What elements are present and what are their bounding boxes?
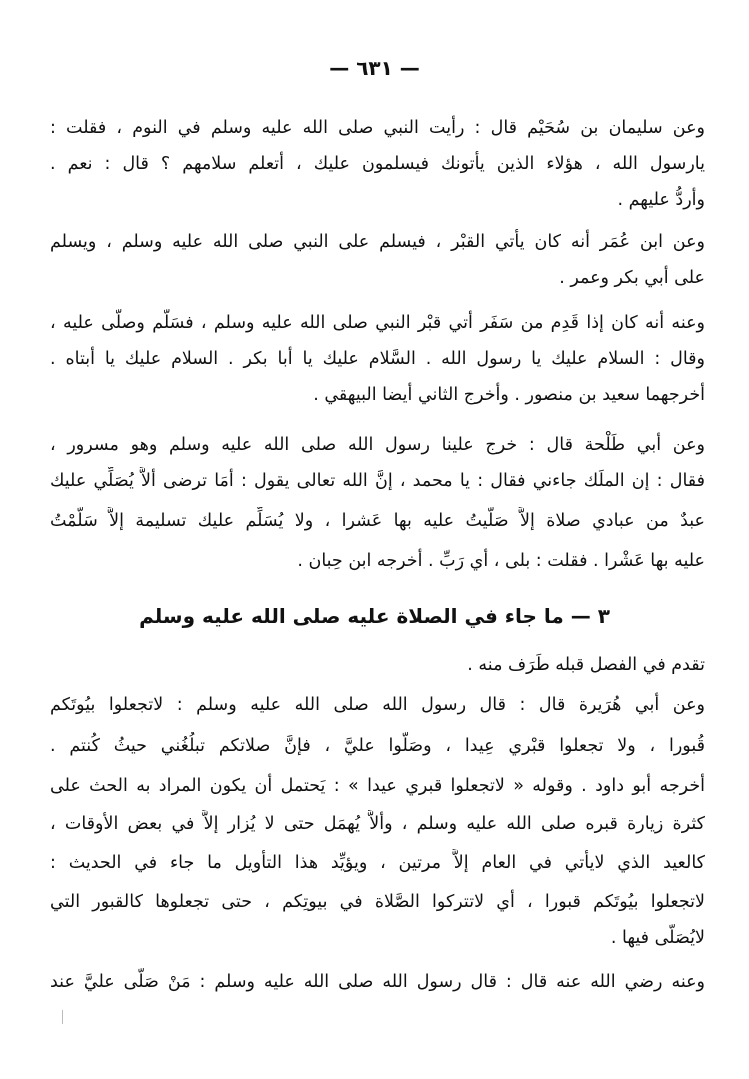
text-line: وعن أبي طَلْحة قال : خرج علينا رسول الله صلى الله عليه وسلم وهو مسرور ،: [50, 435, 705, 455]
scan-mark: [62, 1010, 63, 1024]
text-line: أخرجهما سعيد بن منصور . وأخرج الثاني أيضا البيهقي .: [313, 385, 705, 405]
text-line: تقدم في الفصل قبله طَرَف منه .: [467, 655, 705, 675]
text-line: يارسول الله ، هؤلاء الذين يأتونك فيسلمون عليك ، أتعلم سلامهم ؟ قال : نعم .: [50, 154, 705, 174]
text-line: أخرجه أبو داود . وقوله « لاتجعلوا قبري عيدا » : يَحتمل أن يكون المراد به الحث على: [50, 776, 705, 796]
text-line: عليه بها عَشْرا . فقلت : بلى ، أي رَبِّ . أخرجه ابن حِبان .: [297, 551, 705, 571]
text-line: وعن أبي هُرَيرة قال : قال رسول الله صلى الله عليه وسلم : لاتجعلوا بيُوتَكم: [50, 695, 705, 715]
text-line: وقال : السلام عليك يا رسول الله . السَّلام عليك يا أبا بكر . السلام عليك يا أبتاه .: [50, 349, 705, 369]
text-line: كثرة زيارة قبره صلى الله عليه وسلم ، وألاَّ يُهمَل حتى لا يُزار إلاَّ في بعض الأوقات ،: [50, 814, 705, 834]
section-heading: ٣ — ما جاء في الصلاة عليه صلى الله عليه وسلم: [139, 604, 610, 628]
text-line: وعنه رضي الله عنه قال : قال رسول الله صلى الله عليه وسلم : مَنْ صَلَّى عليَّ عند: [50, 972, 705, 992]
text-line: فقال : إن الملَك جاءني فقال : يا محمد ، إنَّ الله تعالى يقول : أمَا ترضى ألاَّ يُصَلِّي عليك: [50, 471, 705, 491]
text-line: عبدٌ من عبادي صلاة إلاَّ صَلَّيتُ عليه بها عَشرا ، ولا يُسَلِّم عليك تسليمة إلاَّ سَلَّمْتُ: [50, 511, 705, 531]
page-number: — ٦٣١ —: [329, 56, 420, 80]
text-line: وأردُّ عليهم .: [617, 190, 705, 210]
text-line: على أبي بكر وعمر .: [559, 268, 705, 288]
text-line: لاتجعلوا بيُوتَكم قبورا ، أي لاتتركوا الصَّلاة في بيوتِكم ، حتى تجعلوها كالقبور التي: [50, 892, 705, 912]
text-line: قُبورا ، ولا تجعلوا قبْري عِيدا ، وصَلُّوا عليَّ ، فإنَّ صلاتكم تبلُغُني حيثُ كُنتم .: [50, 736, 705, 756]
text-line: وعن سليمان بن سُحَيْم قال : رأيت النبي صلى الله عليه وسلم في النوم ، فقلت :: [50, 118, 705, 138]
text-line: وعنه أنه كان إذا قَدِم من سَفَر أتي قبْر النبي صلى الله عليه وسلم ، فسَلَّم وصلَّى عليه ،: [50, 313, 705, 333]
text-line: وعن ابن عُمَر أنه كان يأتي القبْر ، فيسلم على النبي صلى الله عليه وسلم ، ويسلم: [50, 232, 705, 252]
text-line: كالعيد الذي لايأتي في العام إلاَّ مرتين ، ويؤيِّد هذا التأويل ما جاء في الحديث :: [50, 853, 705, 873]
text-line: لايُصَلَّى فيها .: [610, 928, 705, 948]
